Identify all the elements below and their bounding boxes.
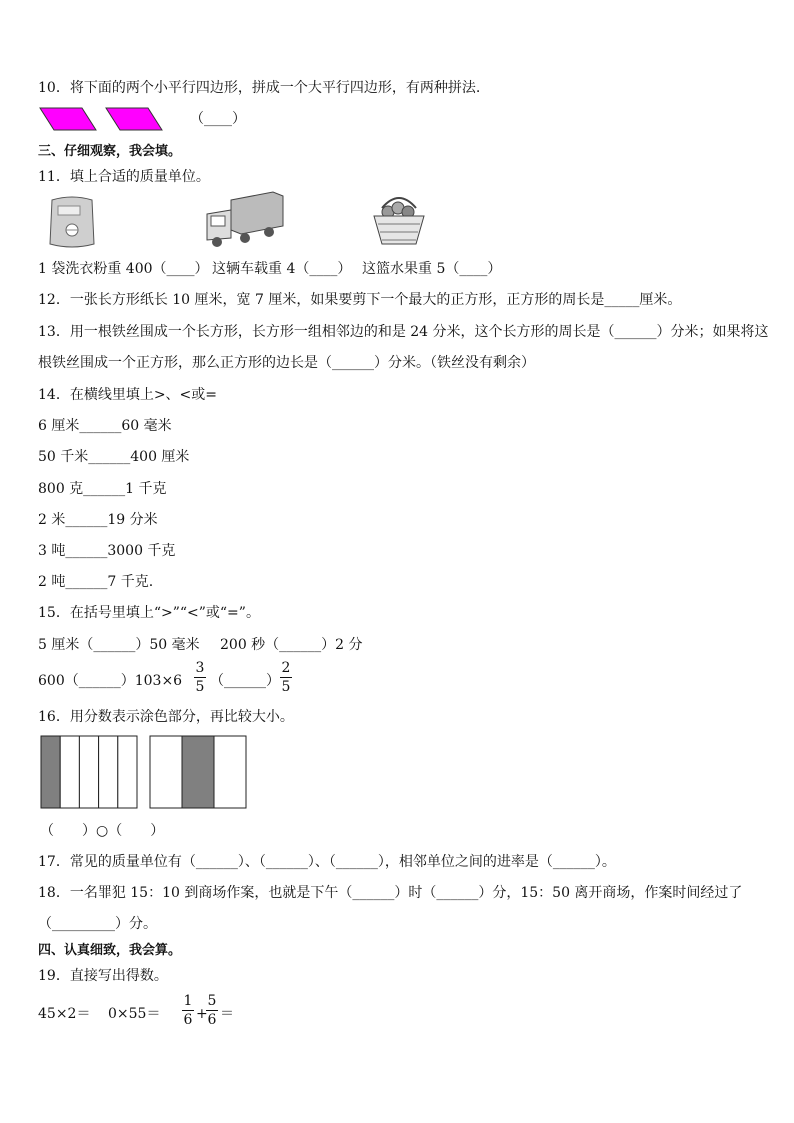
- fraction-2-5: [280, 660, 292, 695]
- fraction-bars-figure: [40, 735, 252, 811]
- question-16-answer: （ ）○（ ）: [40, 823, 165, 839]
- fraction-bar-figure-1: [41, 736, 137, 808]
- unshaded-part: [150, 736, 182, 808]
- fraction-bar: [182, 1010, 194, 1011]
- fraction-numerator: 1: [183, 993, 193, 1009]
- question-13-line-2: 根铁丝围成一个正方形，那么正方形的边长是（______）分米。（铁丝没有剩余）: [38, 355, 535, 371]
- question-13-line-1: 13．用一根铁丝围成一个长方形，长方形一组相邻边的和是 24 分米，这个长方形的周长是（______）分米；如果将这: [38, 324, 769, 340]
- expression-1: 45×2＝: [38, 1006, 91, 1022]
- shaded-part: [182, 736, 214, 808]
- fraction-3-5: [194, 660, 206, 695]
- fruit-basket-icon: [368, 186, 430, 248]
- question-18-line-1: 18．一名罪犯 15：10 到商场作案，也就是下午（______）时（______）分，15：50 离开商场，作案时间经过了: [38, 885, 743, 901]
- unshaded-part: [99, 736, 118, 808]
- question-14-row-5: 3 吨______3000 千克: [38, 543, 176, 559]
- question-15-text: 15．在括号里填上“>”“<”或“=”。: [38, 605, 260, 621]
- question-10-text: 10．将下面的两个小平行四边形，拼成一个大平行四边形，有两种拼法.: [38, 80, 481, 96]
- unshaded-part: [214, 736, 246, 808]
- question-14-row-1: 6 厘米______60 毫米: [38, 418, 172, 434]
- fraction-bar-figure-2: [150, 736, 246, 808]
- question-15-row-1a: 5 厘米（______）50 毫米: [38, 637, 200, 653]
- question-14-row-3: 800 克______1 千克: [38, 481, 167, 497]
- plus-sign: +: [196, 1006, 208, 1022]
- question-18-line-2: （_________）分。: [38, 916, 157, 932]
- section-3-title: 三、仔细观察，我会填。: [38, 144, 182, 159]
- question-14-row-4: 2 米______19 分米: [38, 512, 158, 528]
- fraction-bar: [206, 1010, 218, 1011]
- fraction-numerator: 2: [281, 660, 291, 676]
- detergent-bag-icon: [46, 194, 98, 250]
- section-4-title: 四、认真细致，我会算。: [38, 943, 182, 958]
- question-14-row-6: 2 吨______7 千克.: [38, 574, 154, 590]
- question-15-row-2a: 600（______）103×6: [38, 673, 183, 689]
- fraction-bar: [280, 677, 292, 678]
- question-11-item-3: 这篮水果重 5（____）: [362, 261, 502, 277]
- unshaded-part: [118, 736, 137, 808]
- question-15-row-1b: 200 秒（______）2 分: [220, 637, 363, 653]
- question-12-text: 12．一张长方形纸长 10 厘米，宽 7 厘米，如果要剪下一个最大的正方形，正方形的周长是_____厘米。: [38, 292, 682, 308]
- fraction-denominator: 6: [183, 1012, 193, 1028]
- question-11-item-2: 这辆车载重 4（____）: [212, 261, 352, 277]
- fraction-numerator: 5: [207, 993, 217, 1009]
- truck-icon: [203, 190, 285, 250]
- parallelogram-1: [40, 108, 96, 130]
- question-14-row-2: 50 千米______400 厘米: [38, 449, 190, 465]
- fraction-denominator: 5: [281, 679, 291, 695]
- parallelograms-figure: [38, 106, 168, 132]
- fraction-1-6: [182, 993, 194, 1028]
- question-10-answer: （____）: [190, 111, 246, 127]
- question-11-item-1: 1 袋洗衣粉重 400（____）: [38, 261, 209, 277]
- fraction-bar: [194, 677, 206, 678]
- question-14-text: 14．在横线里填上>、<或=: [38, 387, 218, 403]
- fraction-denominator: 5: [195, 679, 205, 695]
- question-16-text: 16．用分数表示涂色部分，再比较大小。: [38, 709, 294, 725]
- unshaded-part: [60, 736, 79, 808]
- equals-sign: ＝: [220, 1006, 234, 1022]
- fraction-5-6: [206, 993, 218, 1028]
- question-19-text: 19．直接写出得数。: [38, 968, 168, 984]
- shaded-part: [41, 736, 60, 808]
- expression-2: 0×55＝: [108, 1006, 161, 1022]
- question-15-blank: （______）: [210, 673, 280, 689]
- fraction-denominator: 6: [207, 1012, 217, 1028]
- question-11-text: 11．填上合适的质量单位。: [38, 169, 210, 185]
- unshaded-part: [79, 736, 98, 808]
- fraction-numerator: 3: [195, 660, 205, 676]
- question-17-text: 17．常见的质量单位有（______）、（______）、（______），相邻单位之间的进率是（______）。: [38, 854, 616, 870]
- parallelogram-2: [106, 108, 162, 130]
